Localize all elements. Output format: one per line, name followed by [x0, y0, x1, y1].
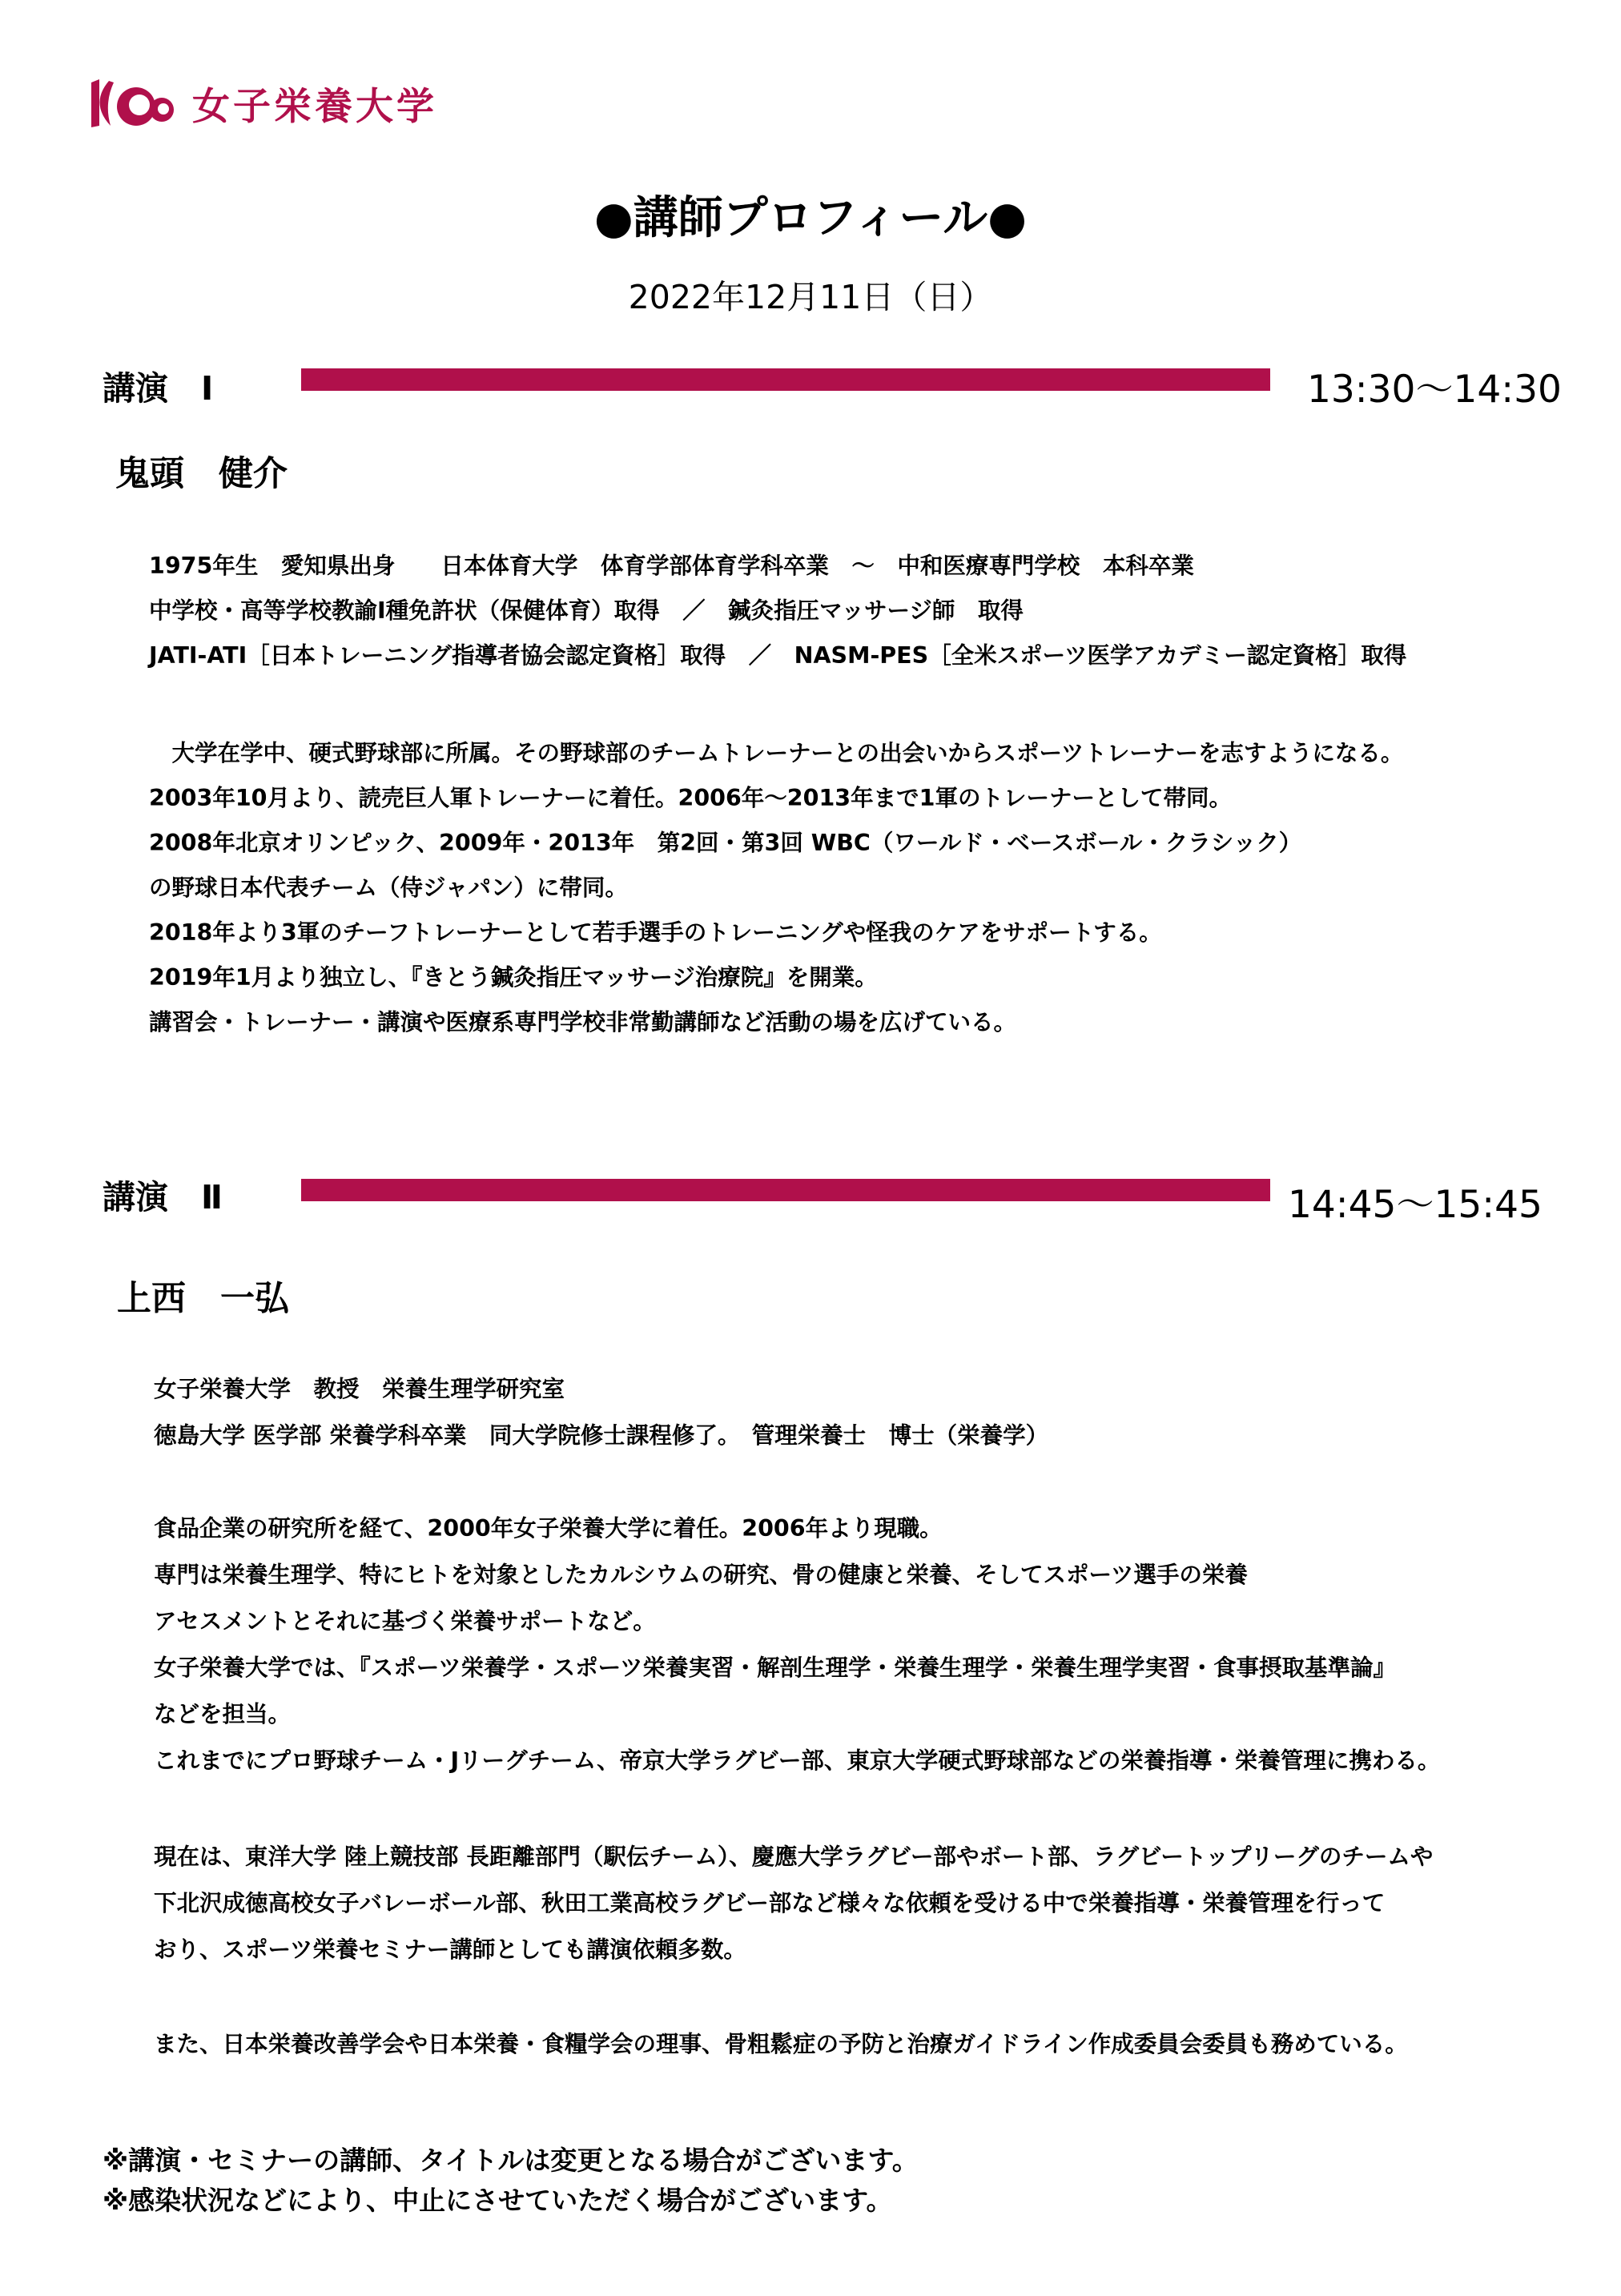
lecture-2-divider-bar	[301, 1179, 1270, 1201]
credential-line: 中学校・高等学校教諭Ⅰ種免許状（保健体育）取得 ／ 鍼灸指圧マッサージ師 取得	[149, 597, 1024, 624]
university-emblem-icon	[86, 74, 176, 132]
lecture-1-label: 講演 Ⅰ	[103, 369, 214, 408]
bio-line: などを担当。	[154, 1701, 292, 1727]
lecture-2-speaker-name: 上西 一弘	[117, 1279, 289, 1319]
lecture-2-label: 講演 Ⅱ	[103, 1178, 223, 1216]
bio-line: 大学在学中、硬式野球部に所属。その野球部のチームトレーナーとの出会いからスポーツトレーナーを志すようになる。	[149, 740, 1404, 766]
bio-line: 2003年10月より、読売巨人軍トレーナーに着任。2006年～2013年まで1軍のトレーナーとして帯同。	[149, 785, 1232, 811]
event-date: 2022年12月11日（日）	[628, 278, 993, 316]
note-line: ※感染状況などにより、中止にさせていただく場合がございます。	[103, 2185, 893, 2216]
bio-line: 専門は栄養生理学、特にヒトを対象としたカルシウムの研究、骨の健康と栄養、そしてスポーツ選手の栄養	[154, 1562, 1248, 1588]
lecture-2-time: 14:45～15:45	[1288, 1183, 1543, 1227]
bio-line: 食品企業の研究所を経て、2000年女子栄養大学に着任。2006年より現職。	[154, 1515, 943, 1542]
bio-line: これまでにプロ野球チーム・Jリーグチーム、帝京大学ラグビー部、東京大学硬式野球部などの栄養指導・栄養管理に携わる。	[154, 1747, 1441, 1774]
bio-line: 講習会・トレーナー・講演や医療系専門学校非常勤講師など活動の場を広げている。	[149, 1009, 1017, 1035]
university-logo	[86, 69, 437, 138]
lecture-1-divider-bar	[301, 368, 1270, 391]
lecture-1-speaker-name: 鬼頭 健介	[115, 454, 288, 494]
university-name: 女子栄養大学	[192, 84, 437, 129]
bio-line: 2018年より3軍のチーフトレーナーとして若手選手のトレーニングや怪我のケアをサポートする。	[149, 919, 1162, 946]
note-line: ※講演・セミナーの講師、タイトルは変更となる場合がございます。	[103, 2145, 919, 2176]
credential-line: JATI-ATI［日本トレーニング指導者協会認定資格］取得 ／ NASM-PES［全米スポーツ医学アカデミー認定資格］取得	[149, 642, 1407, 669]
bio-line: 女子栄養大学では、『スポーツ栄養学・スポーツ栄養実習・解剖生理学・栄養生理学・栄養生理学実習・食事摂取基準論』	[154, 1655, 1396, 1681]
bio-line: また、日本栄養改善学会や日本栄養・食糧学会の理事、骨粗鬆症の予防と治療ガイドライン作成委員会委員も務めている。	[154, 2031, 1408, 2057]
bio-line: 下北沢成徳高校女子バレーボール部、秋田工業高校ラグビー部など様々な依頼を受ける中で栄養指導・栄養管理を行って	[154, 1890, 1386, 1916]
credential-line: 1975年生 愛知県出身 日本体育大学 体育学部体育学科卒業 ～ 中和医療専門学校 本科卒業	[149, 553, 1194, 579]
lecture-1-time: 13:30～14:30	[1307, 368, 1562, 412]
bio-line: 現在は、東洋大学 陸上競技部 長距離部門（駅伝チーム）、慶應大学ラグビー部やボート部、ラグビートップリーグのチームや	[154, 1844, 1434, 1870]
credential-line: 徳島大学 医学部 栄養学科卒業 同大学院修士課程修了。 管理栄養士 博士（栄養学）	[154, 1422, 1049, 1449]
bio-line: 2008年北京オリンピック、2009年・2013年 第2回・第3回 WBC（ワールド・ベースボール・クラシック）	[149, 830, 1302, 856]
page-title: ●講師プロフィール●	[593, 192, 1028, 244]
bio-line: の野球日本代表チーム（侍ジャパン）に帯同。	[149, 875, 628, 901]
credential-line: 女子栄養大学 教授 栄養生理学研究室	[154, 1376, 565, 1402]
bio-line: 2019年1月より独立し、『きとう鍼灸指圧マッサージ治療院』を開業。	[149, 964, 878, 991]
bio-line: おり、スポーツ栄養セミナー講師としても講演依頼多数。	[154, 1936, 746, 1963]
bio-line: アセスメントとそれに基づく栄養サポートなど。	[154, 1608, 656, 1635]
